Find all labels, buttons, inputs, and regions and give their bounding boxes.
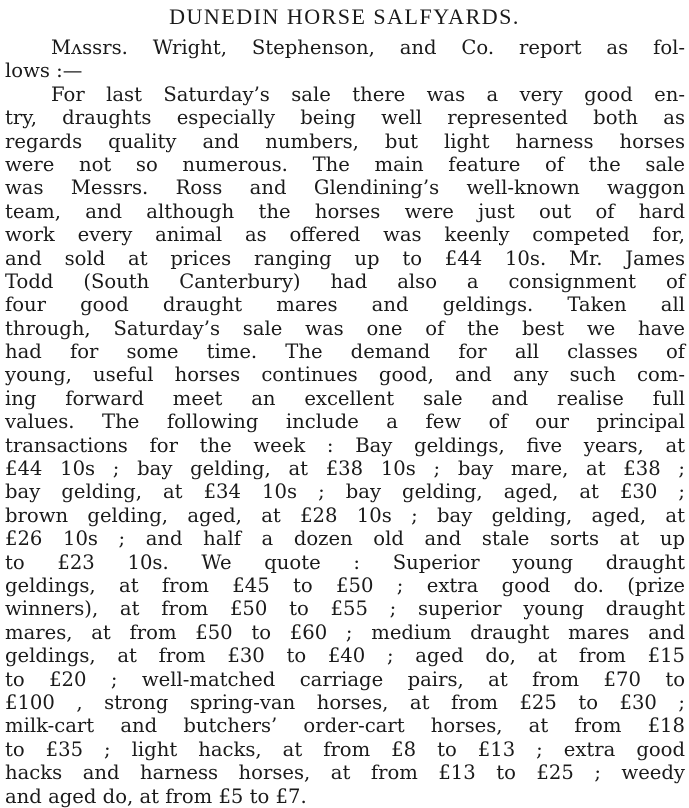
text-line: and sold at prices ranging up to £44 10s. Mr. James <box>5 246 685 270</box>
text-line: £44 10s ; bay gelding, at £38 10s ; bay mare, at £38 ; <box>5 457 685 481</box>
text-line: brown gelding, aged, at £28 10s ; bay gelding, aged, at <box>5 503 685 527</box>
text-line: try, draughts especially being well represented both as <box>5 106 685 130</box>
text-line: was Messrs. Ross and Glendining’s well-known waggon <box>5 176 685 200</box>
text-line: geldings, at from £45 to £50 ; extra good do. (prize <box>5 573 685 597</box>
text-line: to £35 ; light hacks, at from £8 to £13 ; extra good <box>5 737 685 761</box>
text-line: through, Saturday’s sale was one of the best we have <box>5 316 685 340</box>
text-line: geldings, at from £30 to £40 ; aged do, at from £15 <box>5 644 685 668</box>
text-line: were not so numerous. The main feature of the sale <box>5 152 685 176</box>
text-line: values. The following include a few of our principal <box>5 410 685 434</box>
text-line: bay gelding, at £34 10s ; bay gelding, aged, at £30 ; <box>5 480 685 504</box>
text-line: young, useful horses continues good, and any such com- <box>5 363 685 387</box>
text-line: to £20 ; well-matched carriage pairs, at from £70 to <box>5 667 685 691</box>
text-line: regards quality and numbers, but light harness horses <box>5 129 685 153</box>
text-line: winners), at from £50 to £55 ; superior young draught <box>5 597 685 621</box>
text-line: four good draught mares and geldings. Taken all <box>5 293 685 317</box>
text-line: mares, at from £50 to £60 ; medium draught mares and <box>5 620 685 644</box>
text-line: hacks and harness horses, at from £13 to £25 ; weedy <box>5 761 685 785</box>
text-line: Mʌssrs. Wright, Stephenson, and Co. report as fol- <box>51 36 685 59</box>
text-line: ing forward meet an excellent sale and realise full <box>5 386 685 410</box>
text-line: milk-cart and butchers’ order-cart horses, at from £18 <box>5 714 685 738</box>
text-line: work every animal as offered was keenly competed for, <box>5 223 685 247</box>
text-line: had for some time. The demand for all classes of <box>5 340 685 364</box>
text-line: For last Saturday’s sale there was a very good en- <box>51 82 685 106</box>
article-body <box>5 36 685 808</box>
text-line: Todd (South Canterbury) had also a consignment of <box>5 269 685 293</box>
text-line: £100 , strong spring-van horses, at from £25 to £30 ; <box>5 690 685 714</box>
text-line: £26 10s ; and half a dozen old and stale sorts at up <box>5 527 685 551</box>
text-line: and aged do, at from £5 to £7. <box>5 784 307 808</box>
article-headline: DUNEDIN HORSE SALFYARDS. <box>169 4 520 29</box>
text-line: transactions for the week : Bay geldings, five years, at <box>5 433 685 457</box>
text-line: to £23 10s. We quote : Superior young draught <box>5 550 685 574</box>
text-line: team, and although the horses were just out of hard <box>5 199 685 223</box>
text-line: lows :— <box>5 59 83 83</box>
